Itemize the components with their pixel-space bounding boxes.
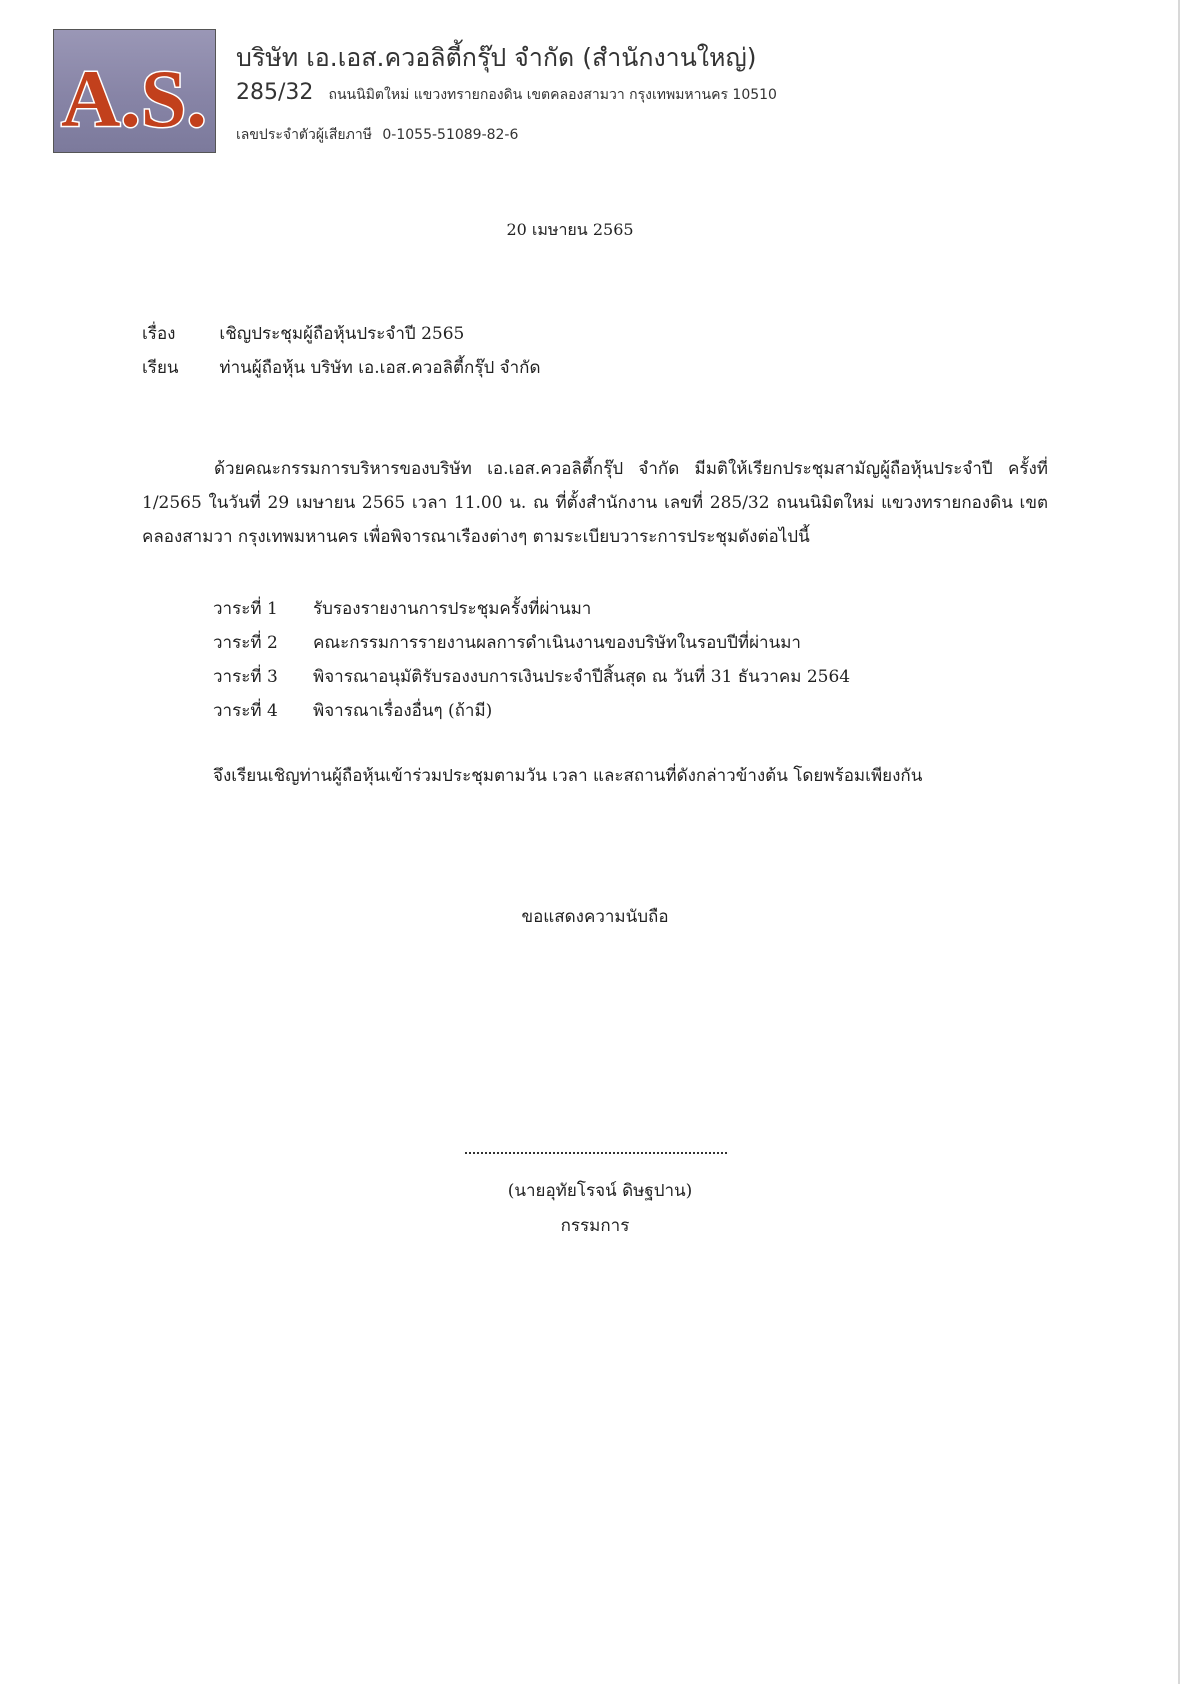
address-number: 285/32	[236, 80, 314, 105]
signer-title: กรรมการ	[560, 1216, 630, 1236]
agenda-number: วาระที่ 4	[213, 701, 278, 721]
company-name: บริษัท เอ.เอส.ควอลิตี้กรุ๊ป จำกัด (สำนักงานใหญ่)	[236, 43, 757, 72]
logo-letters: A.S.	[61, 53, 207, 144]
scan-edge	[1178, 0, 1180, 1684]
company-tax-id	[236, 124, 518, 146]
recipient-text: ท่านผู้ถือหุ้น บริษัท เอ.เอส.ควอลิตี้กรุ๊ป จำกัด	[219, 358, 541, 378]
agenda-item	[213, 694, 850, 728]
agenda-text: รับรองรายงานการประชุมครั้งที่ผ่านมา	[313, 599, 592, 619]
agenda-text: พิจารณาอนุมัติรับรองงบการเงินประจำปีสิ้นสุด ณ วันที่ 31 ธันวาคม 2564	[313, 667, 851, 687]
company-address	[236, 80, 777, 106]
agenda-text: คณะกรรมการรายงานผลการดำเนินงานของบริษัทในรอบปีที่ผ่านมา	[313, 633, 801, 653]
invitation-text: จึงเรียนเชิญท่านผู้ถือหุ้นเข้าร่วมประชุมตามวัน เวลา และสถานที่ดังกล่าวข้างต้น โดยพร้อมเพียงกัน	[213, 766, 923, 786]
agenda-list	[213, 592, 850, 728]
tax-id-value: 0-1055-51089-82-6	[382, 127, 519, 143]
recipient-label: เรียน	[142, 358, 179, 378]
signer-name: (นายอุทัยโรจน์ ดิษฐปาน)	[507, 1181, 693, 1201]
agenda-text: พิจารณาเรื่องอื่นๆ (ถ้ามี)	[313, 701, 493, 721]
logo-graphic	[54, 30, 215, 152]
recipient-row	[142, 354, 540, 381]
agenda-number: วาระที่ 1	[213, 599, 278, 619]
signature-line	[465, 1152, 727, 1154]
agenda-item	[213, 660, 850, 694]
agenda-item	[213, 626, 850, 660]
agenda-item	[213, 592, 850, 626]
company-logo	[53, 29, 216, 153]
agenda-number: วาระที่ 3	[213, 667, 278, 687]
tax-id-label: เลขประจำตัวผู้เสียภาษี	[236, 127, 372, 143]
agenda-number: วาระที่ 2	[213, 633, 278, 653]
subject-label: เรื่อง	[142, 324, 176, 344]
subject-row	[142, 320, 464, 347]
letter-date: 20 เมษายน 2565	[506, 220, 634, 239]
address-street: ถนนนิมิตใหม่ แขวงทรายกองดิน เขตคลองสามวา กรุงเทพมหานคร 10510	[328, 87, 777, 103]
closing-text: ขอแสดงความนับถือ	[521, 907, 669, 927]
body-paragraph: ด้วยคณะกรรมการบริหารของบริษัท เอ.เอส.ควอลิตี้กรุ๊ป จำกัด มีมติให้เรียกประชุมสามัญผู้ถือหุ้นประจำปี ครั้งที่ 1/2565 ในวันที่ 29 เมษายน 2565 เวลา 11.00 น. ณ ที่ตั้งสำนักงาน เลขที่ 285/32 ถนนนิมิตใหม่ แขวงทรายกองดิน เขตคลองสามวา กรุงเทพมหานคร เพื่อพิจารณาเรืองต่างๆ ตามระเบียบวาระการประชุมดังต่อไปนี้	[142, 459, 1048, 547]
subject-text: เชิญประชุมผู้ถือหุ้นประจำปี 2565	[219, 324, 465, 344]
